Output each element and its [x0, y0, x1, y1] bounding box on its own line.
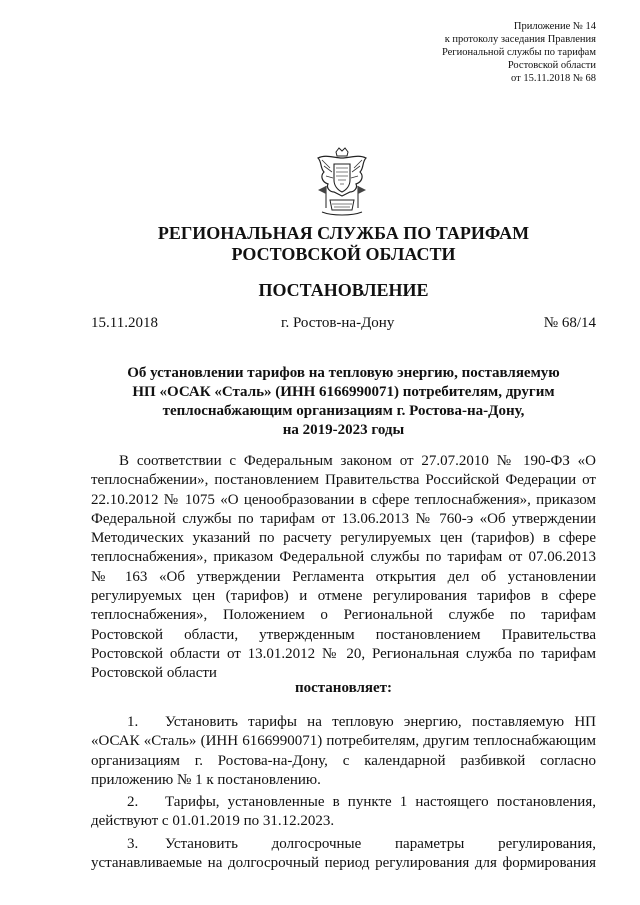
- document-date: 15.11.2018: [91, 315, 158, 331]
- document-number: № 68/14: [543, 315, 596, 331]
- item-text: Установить долгосрочные параметры регулирования, устанавливаемые на долгосрочный период регулирования для формирования: [91, 835, 596, 872]
- appendix-line: от 15.11.2018 № 68: [511, 73, 596, 84]
- subject-line: Об установлении тарифов на тепловую энергию, поставляемую: [127, 365, 560, 381]
- preamble-paragraph: В соответствии с Федеральным законом от 27.07.2010 № 190-ФЗ «О теплоснабжении», постановлением Правительства Российской Федерации от 22.10.2012 № 1075 «О ценообразовании в сфере теплоснабжения», приказом Федеральной службы по тарифам от 13.06.2013 № 760-э «Об утверждении Методических указаний по расчету регулируемых цен (тарифов) в сфере теплоснабжения», приказом Федеральной службы по тарифам от 07.06.2013 № 163 «Об утверждении Регламента открытия дел об установлении регулируемых цен (тарифов) и отмене регулирования тарифов в сфере теплоснабжения», Положением о Региональной службе по тарифам Ростовской области, утвержденным постановлением Правительства Ростовской области от 13.01.2012 № 20, Региональная служба по тарифам Ростовской области: [91, 453, 596, 682]
- appendix-line: Приложение № 14: [513, 21, 596, 32]
- appendix-line: Ростовской области: [507, 60, 596, 71]
- resolution-item: [91, 835, 596, 874]
- agency-name-line: РЕГИОНАЛЬНАЯ СЛУЖБА ПО ТАРИФАМ: [157, 223, 530, 243]
- appendix-line: Региональной службы по тарифам: [441, 47, 596, 58]
- resolution-items: [91, 713, 596, 876]
- subject-line: на 2019-2023 годы: [282, 422, 405, 438]
- agency-name-line: РОСТОВСКОЙ ОБЛАСТИ: [231, 244, 456, 264]
- appendix-note: [442, 20, 596, 85]
- document-city: г. Ростов-на-Дону: [281, 315, 395, 331]
- item-text: Установить тарифы на тепловую энергию, поставляемую НП «ОСАК «Сталь» (ИНН 6166990071) потребителям, другим теплоснабжающим организациям г. Ростова-на-Дону, с календарной разбивкой согласно приложению № 1 к постановлению.: [91, 714, 596, 788]
- agency-name: [91, 223, 596, 265]
- item-number: 3.: [127, 835, 139, 852]
- item-text: Тарифы, установленные в пункте 1 настоящего постановления, действуют с 01.01.2019 по 31.12.2023.: [91, 794, 596, 830]
- item-number: 2.: [127, 794, 139, 811]
- subject-line: НП «ОСАК «Сталь» (ИНН 6166990071) потребителям, другим: [132, 384, 555, 400]
- resolution-item: [91, 793, 596, 832]
- subject-line: теплоснабжающим организациям г. Ростова-на-Дону,: [162, 403, 525, 419]
- document-type: ПОСТАНОВЛЕНИЕ: [258, 280, 429, 300]
- item-number: 1.: [127, 714, 139, 730]
- document-subject: [91, 364, 596, 440]
- rostov-coat-of-arms-icon: [312, 146, 372, 218]
- appendix-line: к протоколу заседания Правления: [444, 34, 596, 45]
- document-meta: [91, 315, 596, 335]
- resolves-heading: постановляет:: [294, 680, 393, 696]
- resolution-item: [91, 713, 596, 790]
